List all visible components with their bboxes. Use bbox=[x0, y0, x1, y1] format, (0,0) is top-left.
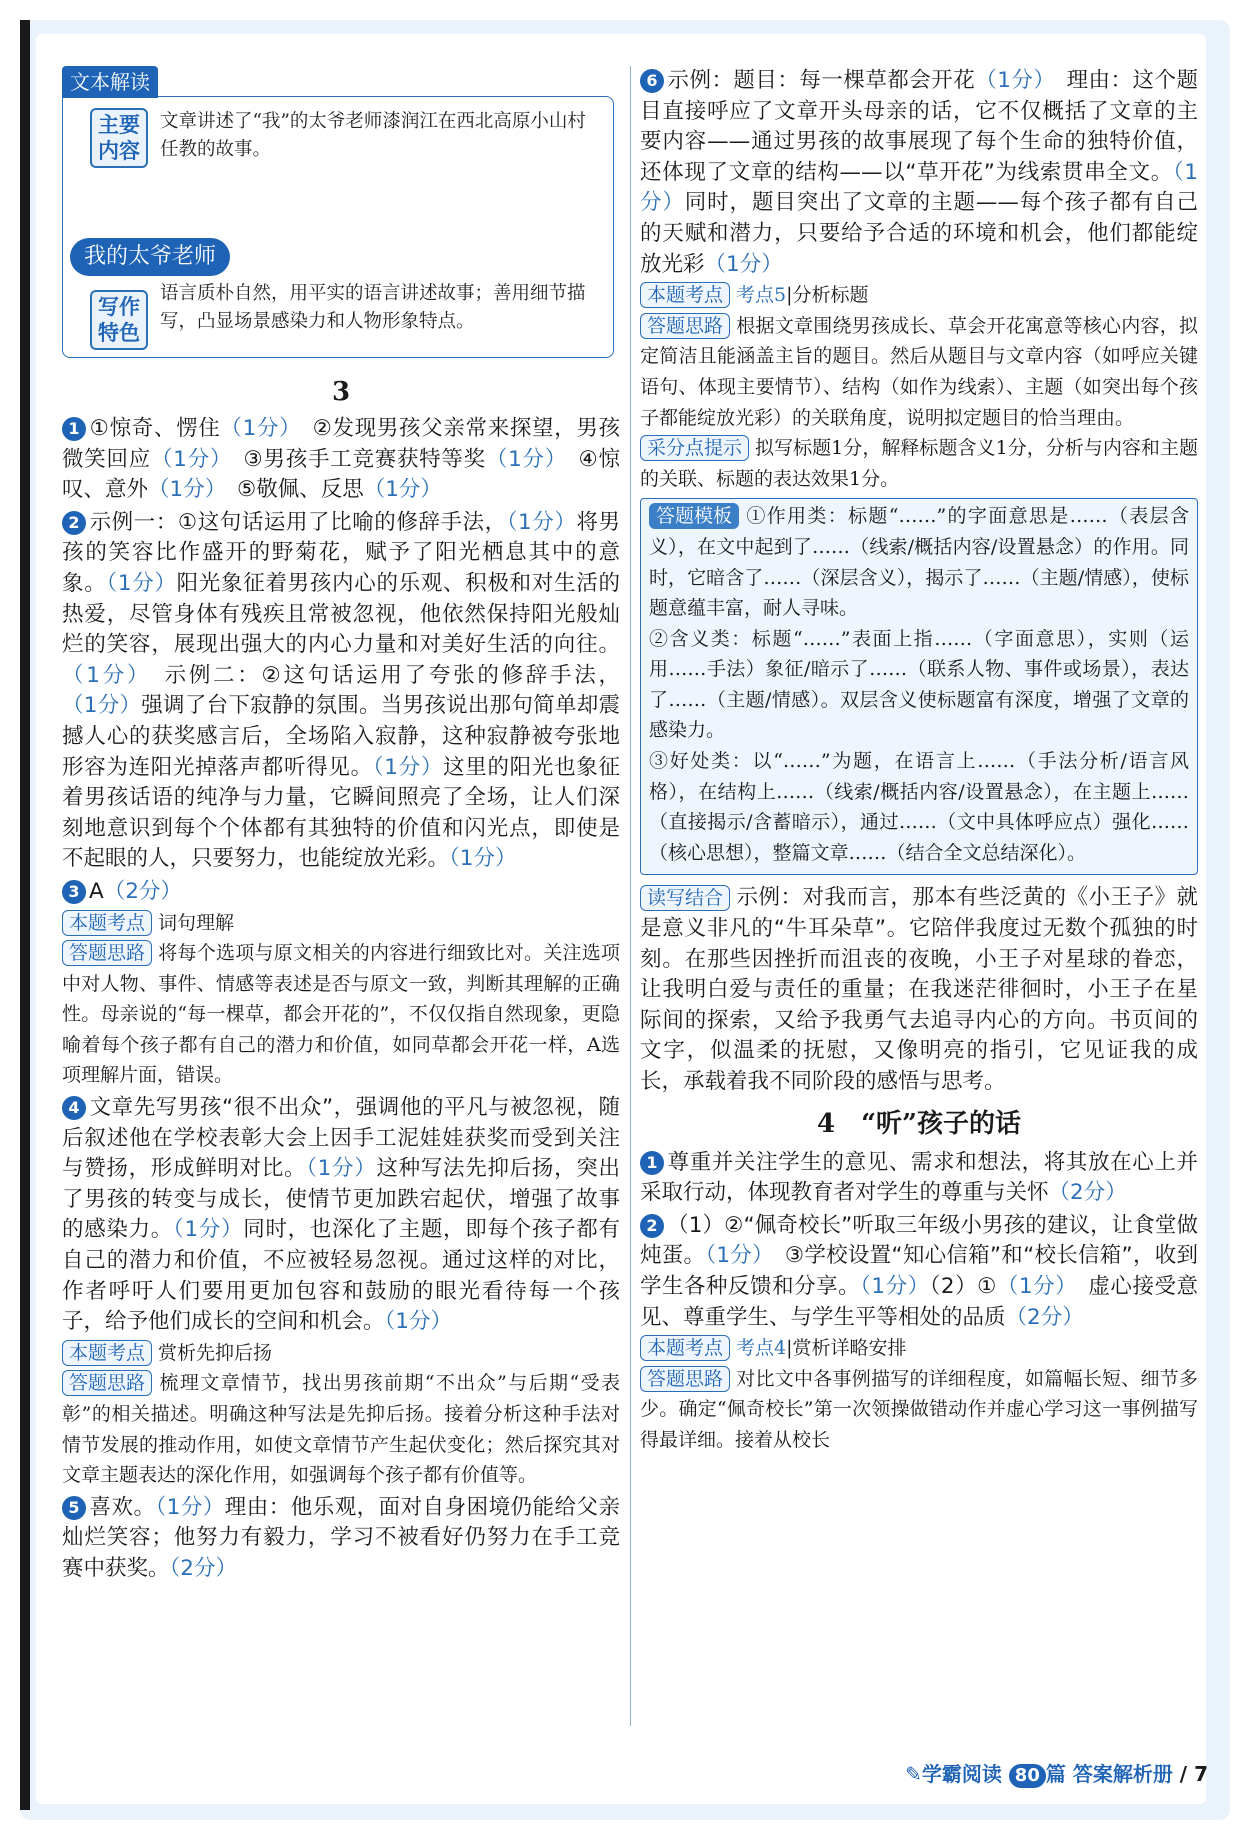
reading-writing-text: 示例：对我而言，那本有些泛黄的《小王子》就是意义非凡的“牛耳朵草”。它陪伴我度过无数个孤独的时刻。在那些因挫折而沮丧的夜晚，小王子对星球的眷恋，让我明白爱与责任的重量；在我迷茫徘徊时，小王子在星际间的探索，又给予我勇气去追寻内心的方向。书页间的文字，似温柔的抚慰，又像明亮的指引，它见证我的成长，承载着我不同阶段的感悟与思考。 bbox=[640, 885, 1198, 1094]
answer-text: ①惊奇、愣住 bbox=[89, 416, 221, 441]
writing-feature-label: 写作特色 bbox=[90, 290, 148, 350]
answer-4 bbox=[62, 1093, 620, 1338]
answer-1 bbox=[62, 414, 620, 506]
reading-writing bbox=[640, 883, 1198, 1097]
answer-template-box bbox=[640, 498, 1198, 875]
s4-answer-2 bbox=[640, 1211, 1198, 1333]
q6-score-tip bbox=[640, 433, 1198, 494]
footer-count-badge: 80 bbox=[1009, 1764, 1046, 1788]
score-mark: （1分） bbox=[220, 416, 291, 441]
footer-unit: 篇 bbox=[1045, 1762, 1066, 1786]
score-mark: （1分） bbox=[306, 1156, 377, 1182]
score-mark: （1分） bbox=[62, 693, 142, 719]
score-mark: （1分） bbox=[372, 754, 444, 780]
question-number-badge: 2 bbox=[640, 1214, 664, 1238]
q6-point: 本题考点 考点5|分析标题 bbox=[640, 280, 1198, 311]
q6-idea bbox=[640, 311, 1198, 433]
answer-text: 这里的阳光也象征着男孩话语的纯净与力量，它瞬间照亮了全场，让人们深刻地意识到每个个体都有其独特的价值和闪光点，即使是不起眼的人，只要努力，也能绽放光彩。 bbox=[62, 754, 620, 872]
template-p1 bbox=[649, 501, 1189, 623]
answer-text: ④惊叹、意外 bbox=[62, 446, 621, 503]
score-mark: （1分） bbox=[384, 1309, 452, 1335]
footer-brand: 学霸阅读 bbox=[921, 1762, 1002, 1786]
score-mark: （1分） bbox=[485, 446, 557, 472]
question-number-badge: 6 bbox=[640, 69, 664, 93]
writing-feature-text: 语言质朴自然，用平实的语言讲述故事；善用细节描写，凸显场景感染力和人物形象特点。 bbox=[160, 283, 586, 332]
idea-text: 将每个选项与原文相关的内容进行细致比对。关注选项中对人物、事件、情感等表述是否与原文一致，判断其理解的正确性。母亲说的“每一棵草，都会开花的”，不仅仅指自然现象，更隐喻着每个孩子都有自己的潜力和价值，如同草都会开花一样，A选项理解片面，错误。 bbox=[62, 942, 620, 1087]
answer-text: 理由：他乐观，面对自身困境仍能给父亲灿烂笑容；他努力有毅力，学习不被看好仍努力在手工竞赛中获奖。 bbox=[62, 1494, 620, 1581]
answer-text: 同时，题目突出了文章的主题——每个孩子都有自己的天赋和潜力，只要给予合适的环境和机会，他们都能绽放光彩 bbox=[640, 190, 1198, 277]
idea-tag: 答题思路 bbox=[62, 1370, 152, 1396]
page-footer bbox=[905, 1758, 1208, 1788]
q3-idea bbox=[62, 938, 620, 1091]
answer-text: 这种写法先抑后扬，突出了男孩的转变与成长，使情节更加跌宕起伏，增强了故事的感染力。 bbox=[62, 1156, 620, 1243]
footer-book-name: 答案解析册 bbox=[1072, 1762, 1173, 1786]
point-code: 考点4 bbox=[736, 1337, 787, 1360]
text-interpretation-box bbox=[62, 66, 620, 366]
idea-text: 对比文中各事例描写的详细程度，如篇幅长短、细节多少。确定“佩奇校长”第一次领操做错动作并虚心学习这一事例描写得最详细。接着从校长 bbox=[640, 1367, 1198, 1451]
answer-text: ⑤敬佩、反思 bbox=[215, 477, 364, 503]
score-mark: （1分） bbox=[705, 1243, 764, 1269]
answer-text: 同时，也深化了主题，即每个孩子都有自己的潜力和价值，不应被轻易忽视。通过这样的对比，作者呼吁人们要用更加包容和鼓励的眼光看待每一个孩子，给予他们成长的空间和机会。 bbox=[62, 1217, 620, 1335]
score-mark: （1分） bbox=[640, 159, 1198, 216]
score-mark: （1分） bbox=[173, 1217, 244, 1243]
main-content-text: 文章讲述了“我”的太爷老师漆润江在西北高原小山村任教的故事。 bbox=[160, 111, 586, 160]
q4-point bbox=[62, 1338, 620, 1369]
answer-text: （2）① bbox=[929, 1273, 997, 1299]
question-number-badge: 4 bbox=[62, 1096, 86, 1120]
answer-text: 示例一：①这句话运用了比喻的修辞手法， bbox=[89, 509, 507, 535]
footer-separator: / bbox=[1179, 1762, 1188, 1786]
answer-text: ②发现男孩父亲常来探望，男孩微笑回应 bbox=[62, 416, 621, 472]
score-mark: （1分） bbox=[62, 662, 141, 688]
score-tip-text: 拟写标题1分，解释标题含义1分，分析与内容和主题的关联、标题的表达效果1分。 bbox=[640, 437, 1198, 490]
template-p3: ③好处类：以“……”为题，在语言上……（手法分析/语言风格），在结构上……（线索/概括内容/设置悬念），在主题上……（直接揭示/含蓄暗示），通过……（文中具体呼应点）强化……（核心思想），整篇文章……（结合全文总结深化）。 bbox=[649, 750, 1189, 864]
point-tag: 本题考点 bbox=[62, 1340, 152, 1366]
score-tip-tag: 采分点提示 bbox=[640, 435, 749, 461]
point-text: 分析标题 bbox=[792, 284, 869, 307]
score-mark: （1分） bbox=[106, 570, 177, 596]
point-tag: 本题考点 bbox=[640, 1335, 730, 1361]
question-number-badge: 2 bbox=[62, 511, 86, 535]
template-tag: 答题模板 bbox=[649, 503, 739, 529]
page-edge-bar bbox=[20, 20, 30, 1810]
score-mark: （1分） bbox=[860, 1273, 930, 1299]
score-mark: （2分） bbox=[103, 878, 182, 904]
score-mark: （1分） bbox=[150, 446, 222, 472]
right-column bbox=[640, 66, 1198, 1456]
score-mark: （2分） bbox=[1048, 1180, 1127, 1206]
answer-text: 喜欢。 bbox=[89, 1494, 156, 1520]
reading-writing-tag: 读写结合 bbox=[640, 885, 730, 911]
answer-text: 文章先写男孩“很不出众”，强调他的平凡与被忽视，随后叙述他在学校表彰大会上因手工泥娃娃获奖而受到关注与赞扬，形成鲜明对比。 bbox=[62, 1095, 620, 1182]
score-mark: （1分） bbox=[996, 1273, 1067, 1299]
main-content-label: 主要内容 bbox=[90, 108, 148, 168]
score-mark: （1分） bbox=[155, 1494, 225, 1520]
template-p2: ②含义类：标题“……”表面上指……（字面意思），实则（运用……手法）象征/暗示了……（联系人物、事件或场景），表达了……（主题/情感）。双层含义使标题富有深度，增强了文章的感染力。 bbox=[649, 627, 1189, 742]
question-number-badge: 3 bbox=[62, 880, 86, 904]
point-tag: 本题考点 bbox=[640, 282, 730, 308]
answer-text: （1）②“佩奇校长”听取三年级小男孩的建议，让食堂做炖蛋。 bbox=[640, 1212, 1198, 1269]
idea-tag: 答题思路 bbox=[640, 1366, 730, 1392]
answer-text: 虚心接受意见、尊重学生、与学生平等相处的品质 bbox=[640, 1273, 1198, 1330]
answer-2 bbox=[62, 508, 620, 875]
brand-icon: ✎ bbox=[905, 1762, 922, 1786]
answer-text: 尊重并关注学生的意见、需求和想法，将其放在心上并采取行动，体现教育者对学生的尊重与关怀 bbox=[640, 1149, 1198, 1206]
answer-3 bbox=[62, 877, 620, 908]
answer-text: 示例二：②这句话运用了夸张的修辞手法， bbox=[140, 662, 620, 688]
point-tag: 本题考点 bbox=[62, 910, 152, 936]
answer-5 bbox=[62, 1493, 620, 1585]
score-mark: （1分） bbox=[449, 846, 517, 872]
answer-text: 强调了台下寂静的氛围。当男孩说出那句简单却震撼人心的获奖感言后，全场陷入寂静，这种寂静被夸张地形容为连阳光掉落声都听得见。 bbox=[62, 693, 620, 780]
left-column bbox=[62, 66, 620, 1585]
idea-tag: 答题思路 bbox=[62, 940, 152, 966]
point-code: 考点5 bbox=[736, 284, 787, 307]
section-number-4: 4 bbox=[816, 1108, 836, 1139]
answer-text: 理由：这个题目直接呼应了文章开头母亲的话，它不仅概括了文章的主要内容——通过男孩的故事展现了每个生命的独特价值，还体现了文章的结构——以“草开花”为线索贯串全文。 bbox=[640, 68, 1198, 185]
section-number-3: 3 bbox=[331, 377, 351, 407]
answer-text: 阳光象征着男孩内心的乐观、积极和对生活的热爱，尽管身体有残疾且常被忽视，他依然保持阳光般灿烂的笑容，展现出强大的内心力量和对美好生活的向往。 bbox=[62, 570, 620, 658]
score-mark: （1分） bbox=[704, 251, 783, 277]
question-number-badge: 1 bbox=[62, 417, 86, 441]
template-text: ①作用类：标题“……”的字面意思是……（表层含义），在文中起到了……（线索/概括内容/设置悬念）的作用。同时，它暗含了……（深层含义），揭示了……（主题/情感），使标题意蕴丰富，耐人寻味。 bbox=[649, 505, 1189, 620]
score-mark: （1分） bbox=[363, 477, 442, 503]
q3-point bbox=[62, 908, 620, 939]
page-number: 7 bbox=[1194, 1762, 1208, 1786]
idea-text: 梳理文章情节，找出男孩前期“不出众”与后期“受表彰”的相关描述。明确这种写法是先抑后扬。接着分析这种手法对情节发展的推动作用，如使文章情节产生起伏变化；然后探究其对文章主题表达的深化作用，如强调每个孩子都有价值等。 bbox=[62, 1372, 620, 1487]
s4-answer-1 bbox=[640, 1148, 1198, 1209]
score-mark: （2分） bbox=[169, 1555, 237, 1581]
answer-text: A bbox=[89, 878, 104, 904]
section-heading-4 bbox=[640, 1104, 1198, 1144]
question-number-badge: 1 bbox=[640, 1151, 664, 1175]
q4-idea bbox=[62, 1368, 620, 1490]
idea-tag: 答题思路 bbox=[640, 313, 730, 339]
column-divider bbox=[630, 66, 631, 1726]
score-mark: （2分） bbox=[1005, 1304, 1084, 1330]
answer-text: ③男孩手工竞赛获特等奖 bbox=[221, 446, 486, 472]
point-text: 词句理解 bbox=[158, 911, 235, 934]
article-title-pill: 我的太爷老师 bbox=[70, 238, 230, 276]
score-mark: （1分） bbox=[975, 68, 1045, 93]
answer-text: ③学校设置“知心信箱”和“校长信箱”，收到学生各种反馈和分享。 bbox=[640, 1243, 1198, 1299]
point-text: 赏析详略安排 bbox=[792, 1337, 907, 1360]
s4-q2-idea bbox=[640, 1364, 1198, 1456]
answer-6 bbox=[640, 66, 1198, 280]
section-title-4: “听”孩子的话 bbox=[861, 1108, 1022, 1139]
s4-q2-point: 本题考点 考点4|赏析详略安排 bbox=[640, 1333, 1198, 1364]
answer-text: 将男孩的笑容比作盛开的野菊花，赋予了阳光栖息其中的意象。 bbox=[62, 509, 620, 596]
question-number-badge: 5 bbox=[62, 1496, 86, 1520]
point-text: 赏析先抑后扬 bbox=[158, 1341, 273, 1364]
idea-text: 根据文章围绕男孩成长、草会开花寓意等核心内容，拟定简洁且能涵盖主旨的题目。然后从题目与文章内容（如呼应关键语句、体现主要情节）、结构（如作为线索）、主题（如突出每个孩子都能绽放光彩）的关联角度，说明拟定题目的恰当理由。 bbox=[640, 314, 1198, 429]
answer-text: 示例：题目：每一棵草都会开花 bbox=[667, 68, 976, 93]
text-interpretation-header: 文本解读 bbox=[62, 66, 158, 98]
score-mark: （1分） bbox=[506, 509, 577, 535]
score-mark: （1分） bbox=[148, 477, 216, 503]
